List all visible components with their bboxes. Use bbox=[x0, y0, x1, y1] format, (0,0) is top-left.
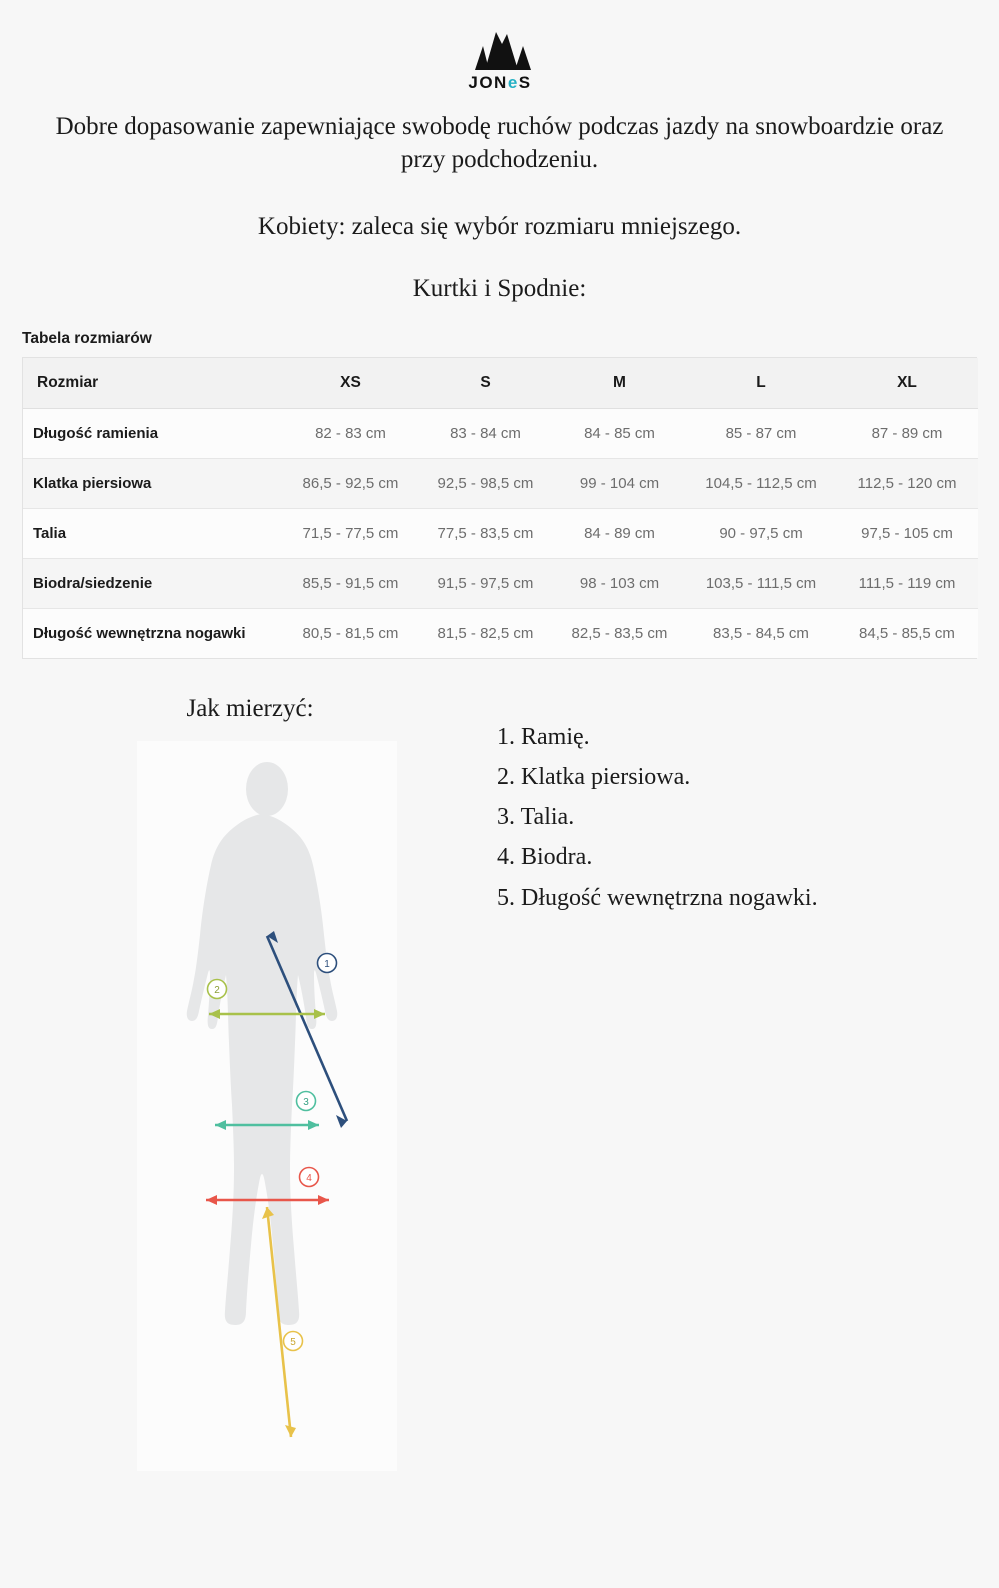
measure-steps-list bbox=[497, 717, 818, 919]
svg-text:3: 3 bbox=[303, 1096, 309, 1108]
svg-text:4: 4 bbox=[306, 1172, 312, 1184]
svg-text:5: 5 bbox=[290, 1336, 296, 1348]
measurement-figure bbox=[137, 741, 397, 1471]
measure-step-5: 5. Długość wewnętrzna nogawki. bbox=[497, 884, 818, 911]
cell-value: 87 - 89 cm bbox=[836, 408, 978, 458]
how-to-measure-section bbox=[0, 695, 999, 1575]
row-label: Długość wewnętrzna nogawki bbox=[23, 608, 283, 658]
size-table bbox=[23, 358, 978, 658]
cell-value: 86,5 - 92,5 cm bbox=[283, 458, 418, 508]
row-label: Talia bbox=[23, 508, 283, 558]
cell-value: 84 - 89 cm bbox=[553, 508, 686, 558]
cell-value: 99 - 104 cm bbox=[553, 458, 686, 508]
how-to-measure-title: Jak mierzyć: bbox=[186, 694, 314, 722]
cell-value: 77,5 - 83,5 cm bbox=[418, 508, 553, 558]
cell-value: 111,5 - 119 cm bbox=[836, 558, 978, 608]
table-row bbox=[23, 458, 978, 508]
cell-value: 82,5 - 83,5 cm bbox=[553, 608, 686, 658]
measure-step-2: 2. Klatka piersiowa. bbox=[497, 763, 691, 790]
cell-value: 83,5 - 84,5 cm bbox=[686, 608, 836, 658]
table-row bbox=[23, 608, 978, 658]
size-table-caption: Tabela rozmiarów bbox=[22, 329, 152, 347]
cell-value: 97,5 - 105 cm bbox=[836, 508, 978, 558]
table-row bbox=[23, 408, 978, 458]
measure-step-4: 4. Biodra. bbox=[497, 844, 593, 871]
cell-value: 103,5 - 111,5 cm bbox=[686, 558, 836, 608]
cell-value: 91,5 - 97,5 cm bbox=[418, 558, 553, 608]
row-label: Długość ramienia bbox=[23, 408, 283, 458]
table-header-rozmiar: Rozmiar bbox=[23, 358, 283, 409]
table-row bbox=[23, 508, 978, 558]
measure-step-1: 1. Ramię. bbox=[497, 723, 590, 750]
table-header-xl: XL bbox=[836, 358, 978, 409]
size-table-container bbox=[22, 357, 977, 659]
cell-value: 81,5 - 82,5 cm bbox=[418, 608, 553, 658]
svg-text:2: 2 bbox=[214, 984, 220, 996]
brand-logo bbox=[0, 0, 999, 100]
cell-value: 80,5 - 81,5 cm bbox=[283, 608, 418, 658]
table-row bbox=[23, 558, 978, 608]
cell-value: 112,5 - 120 cm bbox=[836, 458, 978, 508]
cell-value: 85 - 87 cm bbox=[686, 408, 836, 458]
row-label: Biodra/siedzenie bbox=[23, 558, 283, 608]
table-header-row bbox=[23, 358, 978, 409]
cell-value: 84 - 85 cm bbox=[553, 408, 686, 458]
measure-step-3: 3. Talia. bbox=[497, 804, 575, 831]
cell-value: 85,5 - 91,5 cm bbox=[283, 558, 418, 608]
table-header-xs: XS bbox=[283, 358, 418, 409]
body-diagram-svg bbox=[137, 741, 397, 1471]
jones-mountain-icon bbox=[455, 24, 545, 94]
intro-category-heading: Kurtki i Spodnie: bbox=[412, 275, 587, 302]
cell-value: 92,5 - 98,5 cm bbox=[418, 458, 553, 508]
cell-value: 98 - 103 cm bbox=[553, 558, 686, 608]
table-header-m: M bbox=[553, 358, 686, 409]
svg-text:JONeS: JONeS bbox=[467, 73, 532, 92]
cell-value: 104,5 - 112,5 cm bbox=[686, 458, 836, 508]
row-label: Klatka piersiowa bbox=[23, 458, 283, 508]
table-header-l: L bbox=[686, 358, 836, 409]
cell-value: 83 - 84 cm bbox=[418, 408, 553, 458]
cell-value: 84,5 - 85,5 cm bbox=[836, 608, 978, 658]
table-header-s: S bbox=[418, 358, 553, 409]
cell-value: 82 - 83 cm bbox=[283, 408, 418, 458]
svg-text:1: 1 bbox=[324, 958, 330, 970]
intro-paragraph: Dobre dopasowanie zapewniające swobodę ruchów podczas jazdy na snowboardzie oraz przy podchodzeniu. bbox=[55, 113, 944, 174]
cell-value: 90 - 97,5 cm bbox=[686, 508, 836, 558]
cell-value: 71,5 - 77,5 cm bbox=[283, 508, 418, 558]
intro-women-note: Kobiety: zaleca się wybór rozmiaru mniejszego. bbox=[257, 212, 742, 240]
